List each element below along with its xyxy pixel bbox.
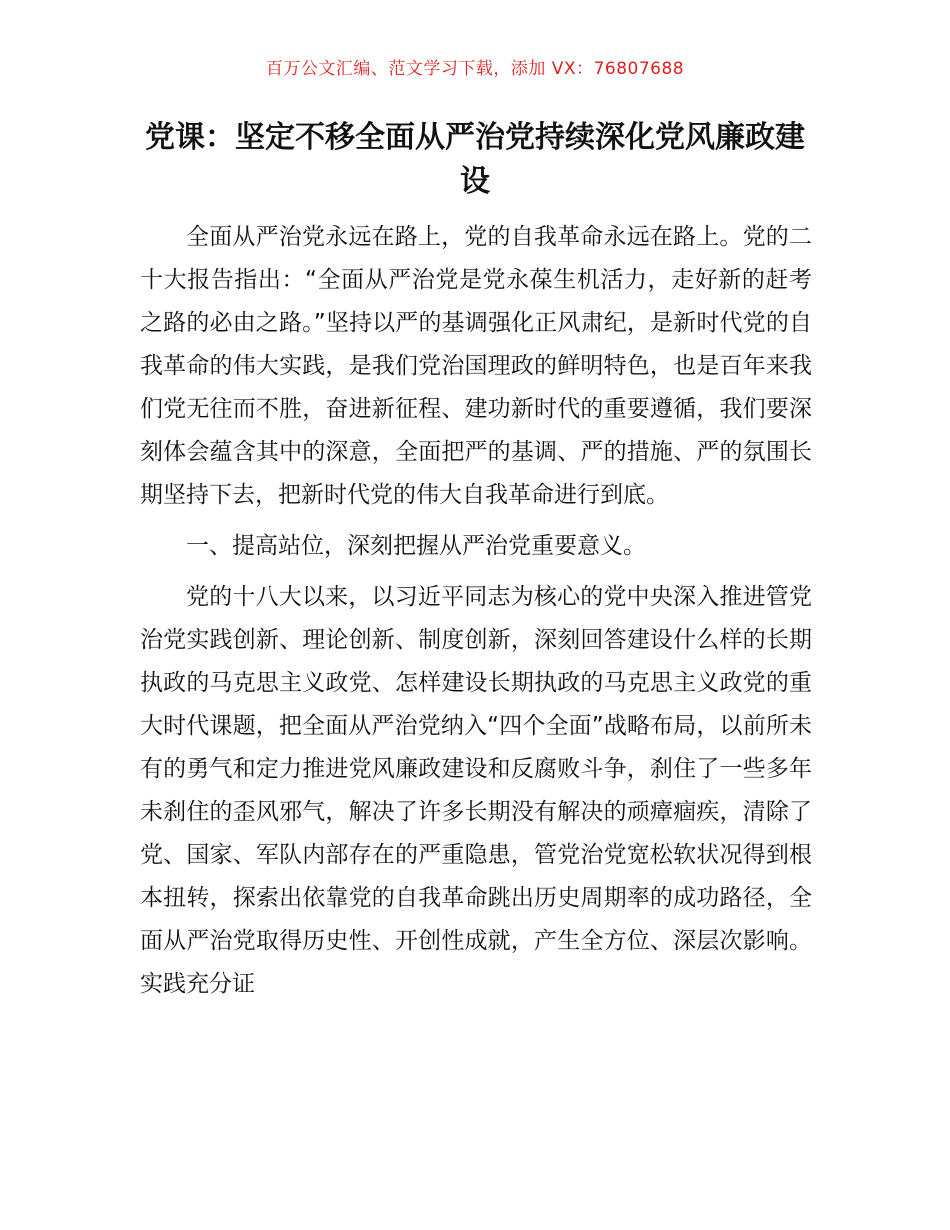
document-title: 党课：坚定不移全面从严治党持续深化党风廉政建设 xyxy=(145,120,805,199)
paragraph-section-1: 党的十八大以来，以习近平同志为核心的党中央深入推进管党治党实践创新、理论创新、制度创新，深刻回答建设什么样的长期执政的马克思主义政党、怎样建设长期执政的马克思主义政党的重大时代课题，把全面从严治党纳入“四个全面”战略布局，以前所未有的勇气和定力推进党风廉政建设和反腐败斗争，刹住了一些多年未刹住的歪风邪气，解决了许多长期没有解决的顽瘴痼疾，清除了党、国家、军队内部存在的严重隐患，管党治党宽松软状况得到根本扭转，探索出依靠党的自我革命跳出历史周期率的成功路径，全面从严治党取得历史性、开创性成就，产生全方位、深层次影响。实践充分证 xyxy=(140,584,812,997)
document-body xyxy=(140,216,812,1014)
header-watermark-note: 百万公文汇编、范文学习下载，添加 VX：76807688 xyxy=(265,59,685,79)
section-heading-1: 一、提高站位，深刻把握从严治党重要意义。 xyxy=(186,533,646,559)
paragraph-intro: 全面从严治党永远在路上，党的自我革命永远在路上。党的二十大报告指出：“全面从严治党是党永葆生机活力，走好新的赶考之路的必由之路。”坚持以严的基调强化正风肃纪，是新时代党的自我革命的伟大实践，是我们党治国理政的鲜明特色，也是百年来我们党无往而不胜，奋进新征程、建功新时代的重要遵循，我们要深刻体会蕴含其中的深意，全面把严的基调、严的措施、严的氛围长期坚持下去，把新时代党的伟大自我革命进行到底。 xyxy=(140,224,812,508)
